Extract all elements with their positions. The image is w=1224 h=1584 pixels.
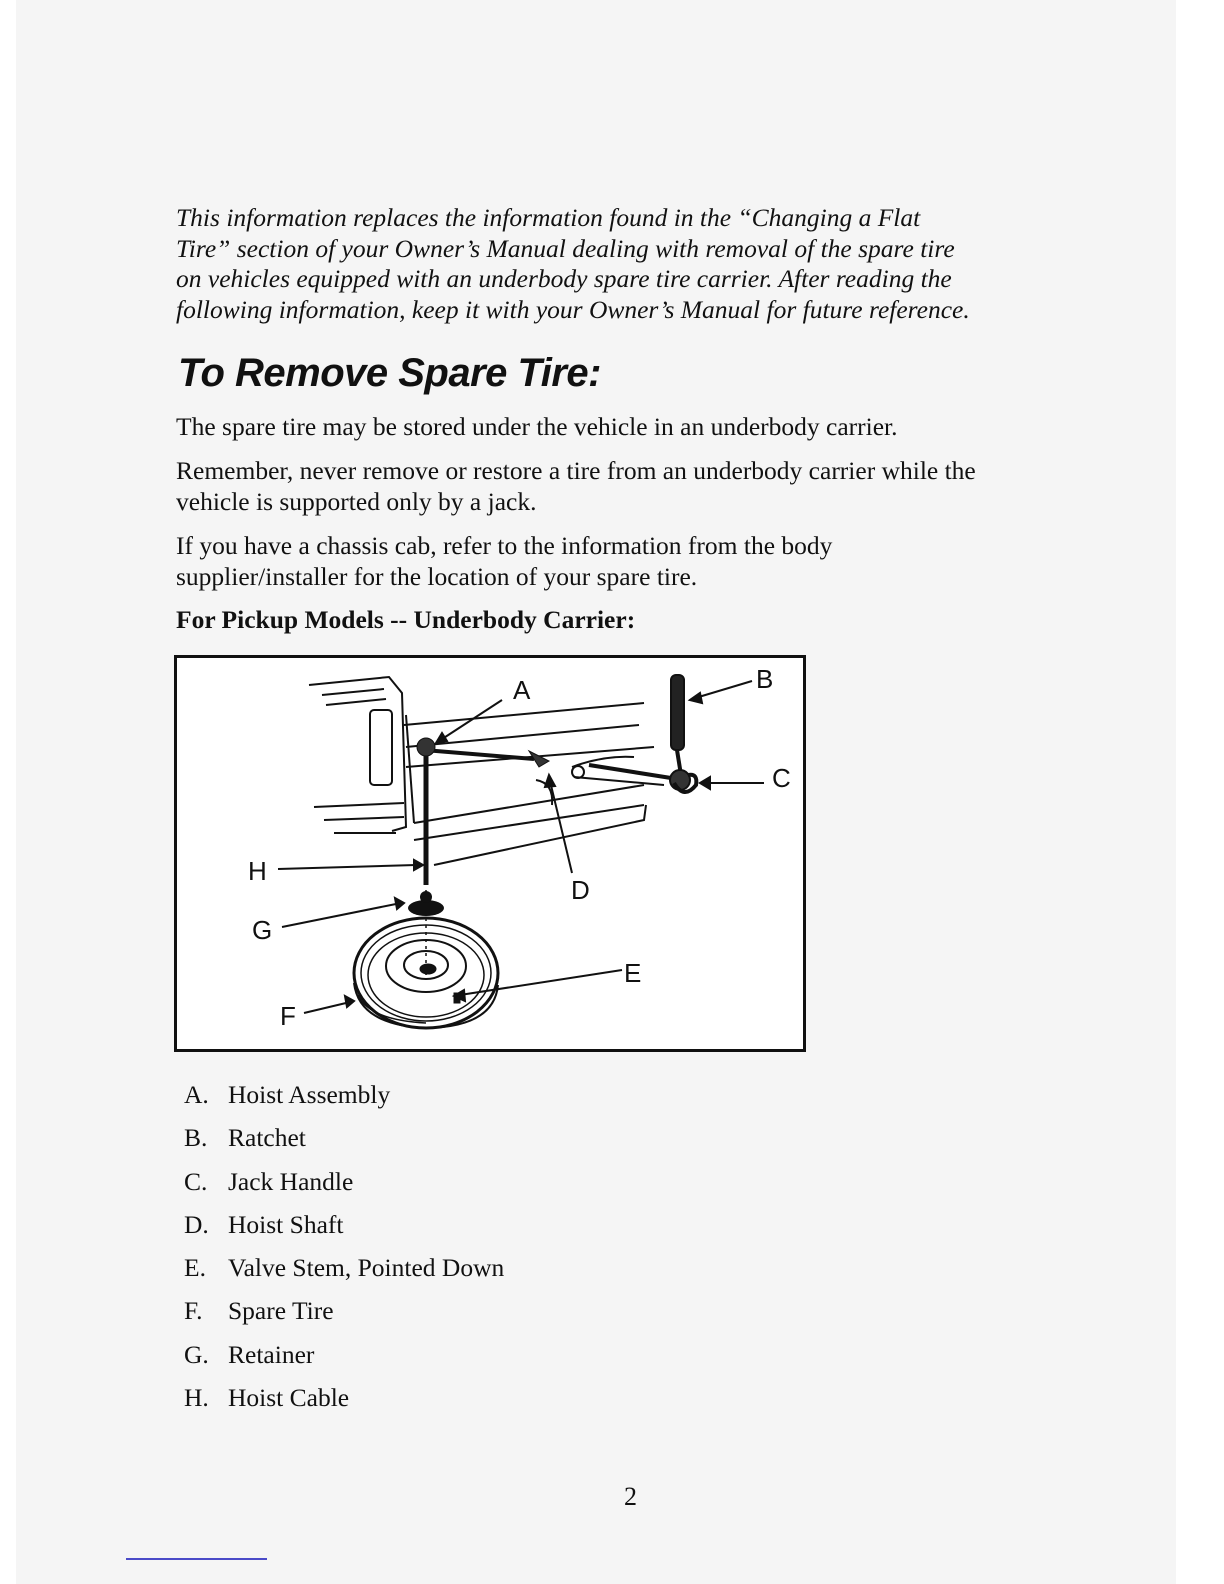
spare-tire-diagram <box>174 655 806 1052</box>
label-f: F <box>280 1001 296 1031</box>
footer-rule <box>126 1558 267 1560</box>
intro-line: on vehicles equipped with an underbody spare tire carrier. After reading the <box>176 264 952 293</box>
legend-text: Hoist Shaft <box>228 1209 344 1239</box>
legend-text: Spare Tire <box>228 1296 334 1326</box>
legend-letter: E. <box>184 1253 206 1283</box>
legend-text: Valve Stem, Pointed Down <box>228 1253 505 1283</box>
label-g: G <box>252 915 273 945</box>
legend-letter: F. <box>184 1296 203 1326</box>
paragraph-line: The spare tire may be stored under the vehicle in an underbody carrier. <box>176 412 898 441</box>
list-item <box>184 1208 504 1251</box>
legend-text: Ratchet <box>228 1123 306 1153</box>
legend-text: Jack Handle <box>228 1166 354 1196</box>
label-d: D <box>571 875 590 905</box>
legend-letter: C. <box>184 1166 208 1196</box>
paragraph-line: supplier/installer for the location of your spare tire. <box>176 561 698 591</box>
paragraph-chassis-cab <box>176 531 832 592</box>
paragraph-line: Remember, never remove or restore a tire from an underbody carrier while the <box>176 456 976 485</box>
label-e: E <box>624 958 642 988</box>
legend-letter: A. <box>184 1080 209 1109</box>
legend-letter: D. <box>184 1209 209 1239</box>
label-c: C <box>772 763 791 793</box>
intro-line: This information replaces the information found in the “Changing a Flat <box>176 203 921 232</box>
section-heading: To Remove Spare Tire: <box>178 351 601 395</box>
legend-letter: H. <box>184 1383 209 1413</box>
intro-line: Tire” section of your Owner’s Manual dealing with removal of the spare tire <box>176 233 955 263</box>
list-item <box>184 1338 504 1381</box>
label-b: B <box>756 664 774 694</box>
legend-text: Hoist Assembly <box>228 1080 391 1109</box>
label-h: H <box>248 856 267 886</box>
legend-text: Retainer <box>228 1339 315 1369</box>
list-item <box>184 1078 504 1121</box>
paragraph-warning <box>176 456 976 517</box>
paragraph-line: If you have a chassis cab, refer to the information from the body <box>176 531 833 560</box>
legend-letter: B. <box>184 1123 208 1153</box>
page-number: 2 <box>624 1482 637 1511</box>
list-item <box>184 1294 504 1337</box>
parts-legend <box>184 1078 504 1424</box>
list-item <box>184 1165 504 1208</box>
legend-letter: G. <box>184 1339 209 1369</box>
list-item <box>184 1251 504 1294</box>
paragraph-line: vehicle is supported only by a jack. <box>176 486 537 516</box>
intro-notice <box>176 203 1056 325</box>
label-a: A <box>513 675 531 705</box>
legend-text: Hoist Cable <box>228 1383 350 1413</box>
intro-line: following information, keep it with your Owner’s Manual for future reference. <box>176 294 970 324</box>
subheading: For Pickup Models -- Underbody Carrier: <box>176 605 636 634</box>
paragraph-storage <box>176 412 898 443</box>
list-item <box>184 1121 504 1164</box>
list-item <box>184 1381 504 1424</box>
